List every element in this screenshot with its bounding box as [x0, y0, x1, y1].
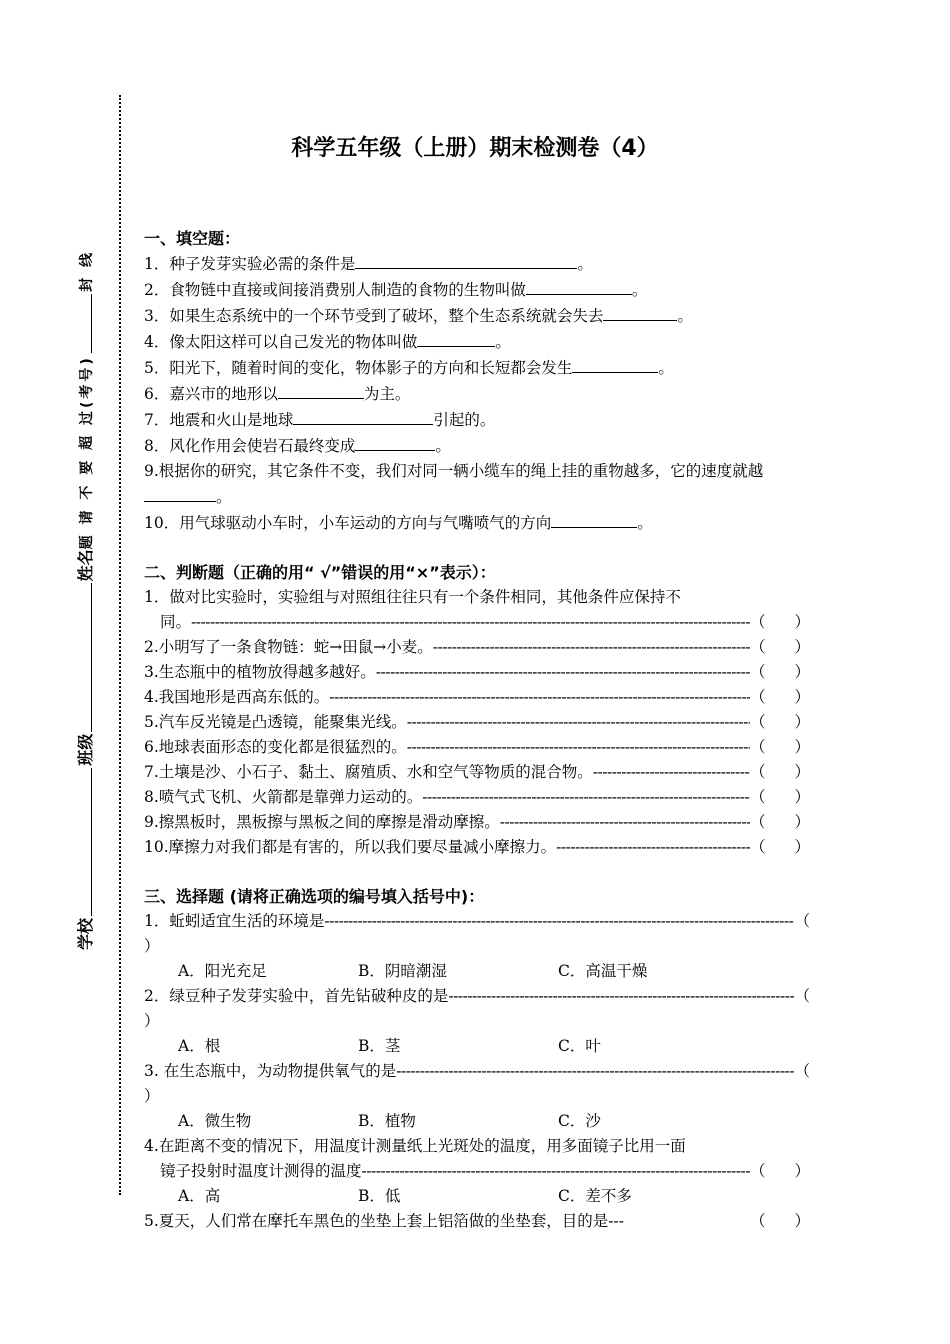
answer-blank[interactable]	[144, 484, 216, 502]
judge-item: 2.小明写了一条食物链：蛇→田鼠→小麦。 ----- （ ）	[144, 635, 810, 660]
option-a: A．高	[178, 1187, 221, 1205]
option-a: A．根	[178, 1037, 221, 1055]
section1-heading: 一、填空题：	[144, 229, 241, 248]
answer-blank[interactable]	[551, 510, 637, 528]
judge-item: 7.土壤是沙、小石子、黏土、腐殖质、水和空气等物质的混合物。 ----- （ ）	[144, 760, 810, 785]
option-b: B．阴暗潮湿	[358, 962, 447, 980]
choice-q4-options	[144, 1184, 810, 1209]
binding-strip	[60, 250, 102, 950]
option-a: A．微生物	[178, 1112, 252, 1130]
choice-q1-close-paren[interactable]: ）	[144, 937, 160, 955]
binding-dotted-line	[119, 95, 121, 1195]
choice-q3-close-paren[interactable]: ）	[144, 1087, 160, 1105]
section2-heading: 二、判断题（正确的用“ √”错误的用“×”表示）：	[144, 563, 496, 582]
judge-item: 5.汽车反光镜是凸透镜，能聚集光线。 ----- （ ）	[144, 710, 810, 735]
answer-paren[interactable]: （ ）	[750, 763, 810, 781]
answer-paren[interactable]: （ ）	[750, 813, 810, 831]
answer-paren[interactable]: （ ）	[750, 713, 810, 731]
option-c: C．高温干燥	[558, 962, 648, 980]
fill-item-10: 10．用气球驱动小车时，小车运动的方向与气嘴喷气的方向 。	[144, 510, 810, 536]
judge-item: 3.生态瓶中的植物放得越多越好。 ----- （ ）	[144, 660, 810, 685]
choice-q4-stem-line2: 镜子投射时温度计测得的温度 ----- （ ）	[144, 1159, 810, 1184]
choice-q1-options	[144, 959, 810, 984]
class-label: 班级	[76, 733, 95, 766]
answer-paren[interactable]: （ ）	[750, 663, 810, 681]
fill-item-5: 5．阳光下，随着时间的变化，物体影子的方向和长短都会发生 。	[144, 355, 810, 381]
fill-item-9: 9.根据你的研究，其它条件不变，我们对同一辆小缆车的绳上挂的重物越多，它的速度就越。	[144, 462, 764, 506]
answer-paren[interactable]: （ ）	[750, 1162, 810, 1180]
choice-q4-stem-line1: 4.在距离不变的情况下，用温度计测量纸上光斑处的温度，用多面镜子比用一面	[144, 1137, 686, 1155]
judge-item: 10.摩擦力对我们都是有害的，所以我们要尽量减小摩擦力。 ----- （ ）	[144, 835, 810, 860]
seal-text: 封 线	[79, 250, 95, 292]
choice-q5-stem: 5.夏天，人们常在摩托车黑色的坐垫上套上铝箔做的坐垫套，目的是--- （ ）	[144, 1209, 810, 1234]
answer-paren[interactable]: （ ）	[750, 688, 810, 706]
answer-blank[interactable]	[603, 303, 677, 321]
answer-blank[interactable]	[417, 329, 495, 347]
option-b: B．植物	[358, 1112, 416, 1130]
fill-item-1: 1．种子发芽实验必需的条件是 。	[144, 251, 810, 277]
class-blank[interactable]	[90, 583, 92, 731]
choice-q1-stem: 1．蚯蚓适宜生活的环境是 ----- （	[144, 909, 810, 934]
option-b: B．低	[358, 1187, 401, 1205]
judge-item: 4.我国地形是西高东低的。 ----- （ ）	[144, 685, 810, 710]
option-a: A．阳光充足	[178, 962, 267, 980]
school-label: 学校	[76, 917, 95, 950]
choice-q2-stem: 2．绿豆种子发芽实验中，首先钻破种皮的是 ----- （	[144, 984, 810, 1009]
answer-paren[interactable]: （ ）	[750, 1212, 810, 1230]
option-c: C．差不多	[558, 1187, 632, 1205]
judge-item: 8.喷气式飞机、火箭都是靠弹力运动的。 ----- （ ）	[144, 785, 810, 810]
name-label: 姓名	[76, 549, 95, 582]
option-c: C．叶	[558, 1037, 601, 1055]
answer-paren[interactable]: （ ）	[750, 638, 810, 656]
answer-blank[interactable]	[572, 355, 658, 373]
binding-note: 题 请 不 要 超 过(考号)	[79, 355, 95, 550]
choice-q3-options	[144, 1109, 810, 1134]
fill-item-2: 2．食物链中直接或间接消费别人制造的食物的生物叫做 。	[144, 277, 810, 303]
answer-paren[interactable]: （ ）	[750, 613, 810, 631]
answer-blank[interactable]	[355, 251, 577, 269]
choice-q2-close-paren[interactable]: ）	[144, 1012, 160, 1030]
answer-paren[interactable]: （ ）	[750, 838, 810, 856]
fill-item-8: 8．风化作用会使岩石最终变成 。	[144, 433, 810, 459]
option-b: B．茎	[358, 1037, 401, 1055]
judge-item-1-line1: 1．做对比实验时，实验组与对照组往往只有一个条件相同，其他条件应保持不	[144, 588, 681, 606]
page-title: 科学五年级（上册）期末检测卷（4）	[291, 136, 659, 161]
answer-blank[interactable]	[355, 433, 435, 451]
section3-heading: 三、选择题 (请将正确选项的编号填入括号中)：	[144, 887, 485, 906]
exam-number-blank[interactable]	[90, 294, 92, 353]
judge-item-1: 同。 ----- （ ）	[144, 610, 810, 635]
school-blank[interactable]	[90, 768, 92, 916]
fill-item-6: 6．嘉兴市的地形以 为主。	[144, 381, 810, 407]
choice-q2-options	[144, 1034, 810, 1059]
answer-paren[interactable]: （ ）	[750, 738, 810, 756]
judge-item: 6.地球表面形态的变化都是很猛烈的。 ----- （ ）	[144, 735, 810, 760]
choice-q3-stem: 3. 在生态瓶中，为动物提供氧气的是 ----- （	[144, 1059, 810, 1084]
answer-blank[interactable]	[278, 381, 364, 399]
answer-paren[interactable]: （ ）	[750, 788, 810, 806]
option-c: C．沙	[558, 1112, 601, 1130]
fill-item-3: 3．如果生态系统中的一个环节受到了破坏，整个生态系统就会失去 。	[144, 303, 810, 329]
exam-content	[144, 226, 810, 1234]
answer-blank[interactable]	[526, 277, 632, 295]
fill-item-7: 7．地震和火山是地球 引起的。	[144, 407, 810, 433]
answer-blank[interactable]	[293, 407, 433, 425]
judge-item: 9.擦黑板时，黑板擦与黑板之间的摩擦是滑动摩擦。 ----- （ ）	[144, 810, 810, 835]
fill-item-4: 4．像太阳这样可以自己发光的物体叫做 。	[144, 329, 810, 355]
